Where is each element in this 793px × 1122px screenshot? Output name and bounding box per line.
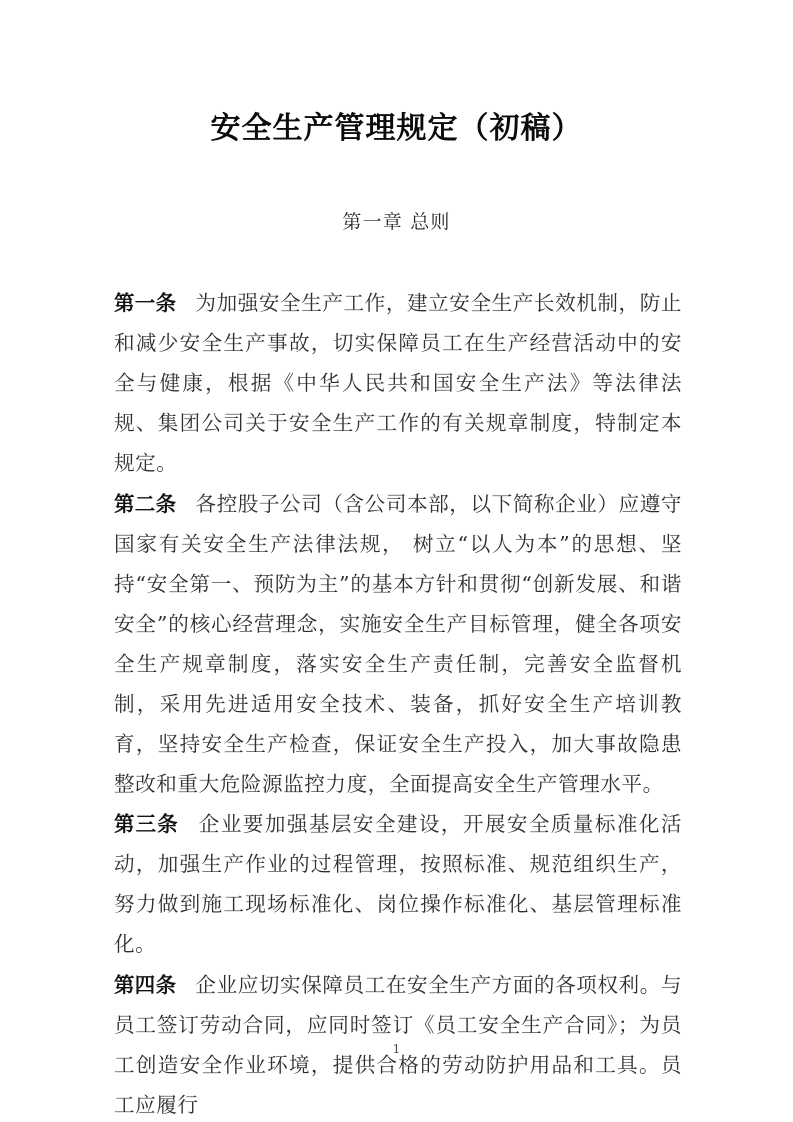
article-text: 各控股子公司（含公司本部，以下简称企业）应遵守国家有关安全生产法律法规， 树立“以人为本”的思想、坚持“安全第一、预防为主”的基本方针和贯彻“创新发展、和谐安全”的核心经营理念，实施安全生产目标管理，健全各项安全生产规章制度，落实安全生产责任制，完善安全监督机制，采用先进适用安全技术、装备，抓好安全生产培训教育，坚持安全生产检查，保证安全生产投入，加大事故隐患整改和重大危险源监控力度，全面提高安全生产管理水平。: [114, 491, 683, 796]
article-paragraph: [114, 283, 682, 483]
article-text: 企业要加强基层安全建设，开展安全质量标准化活动，加强生产作业的过程管理，按照标准、规范组织生产，努力做到施工现场标准化、岗位操作标准化、基层管理标准化。: [114, 812, 682, 956]
page-title: 安全生产管理规定（初稿）: [210, 111, 583, 146]
document-body: [114, 283, 682, 1122]
article-paragraph: [114, 484, 682, 804]
article-label: 第一条: [114, 291, 177, 315]
article-label: 第三条: [114, 812, 179, 836]
article-text: 为加强安全生产工作，建立安全生产长效机制，防止和减少安全生产事故，切实保障员工在生产经营活动中的安全与健康，根据《中华人民共和国安全生产法》等法律法规、集团公司关于安全生产工作的有关规章制度，特制定本规定。: [114, 291, 683, 475]
chapter-heading: 第一章 总则: [342, 211, 451, 233]
article-text: 企业应切实保障员工在安全生产方面的各项权利。与员工签订劳动合同，应同时签订《员工安全生产合同》；为员工创造安全作业环境，提供合格的劳动防护用品和工具。员工应履行: [114, 972, 683, 1117]
page-number: 1: [392, 1042, 401, 1056]
article-paragraph: [114, 804, 682, 964]
article-label: 第四条: [114, 972, 177, 997]
article-label: 第二条: [114, 491, 177, 516]
